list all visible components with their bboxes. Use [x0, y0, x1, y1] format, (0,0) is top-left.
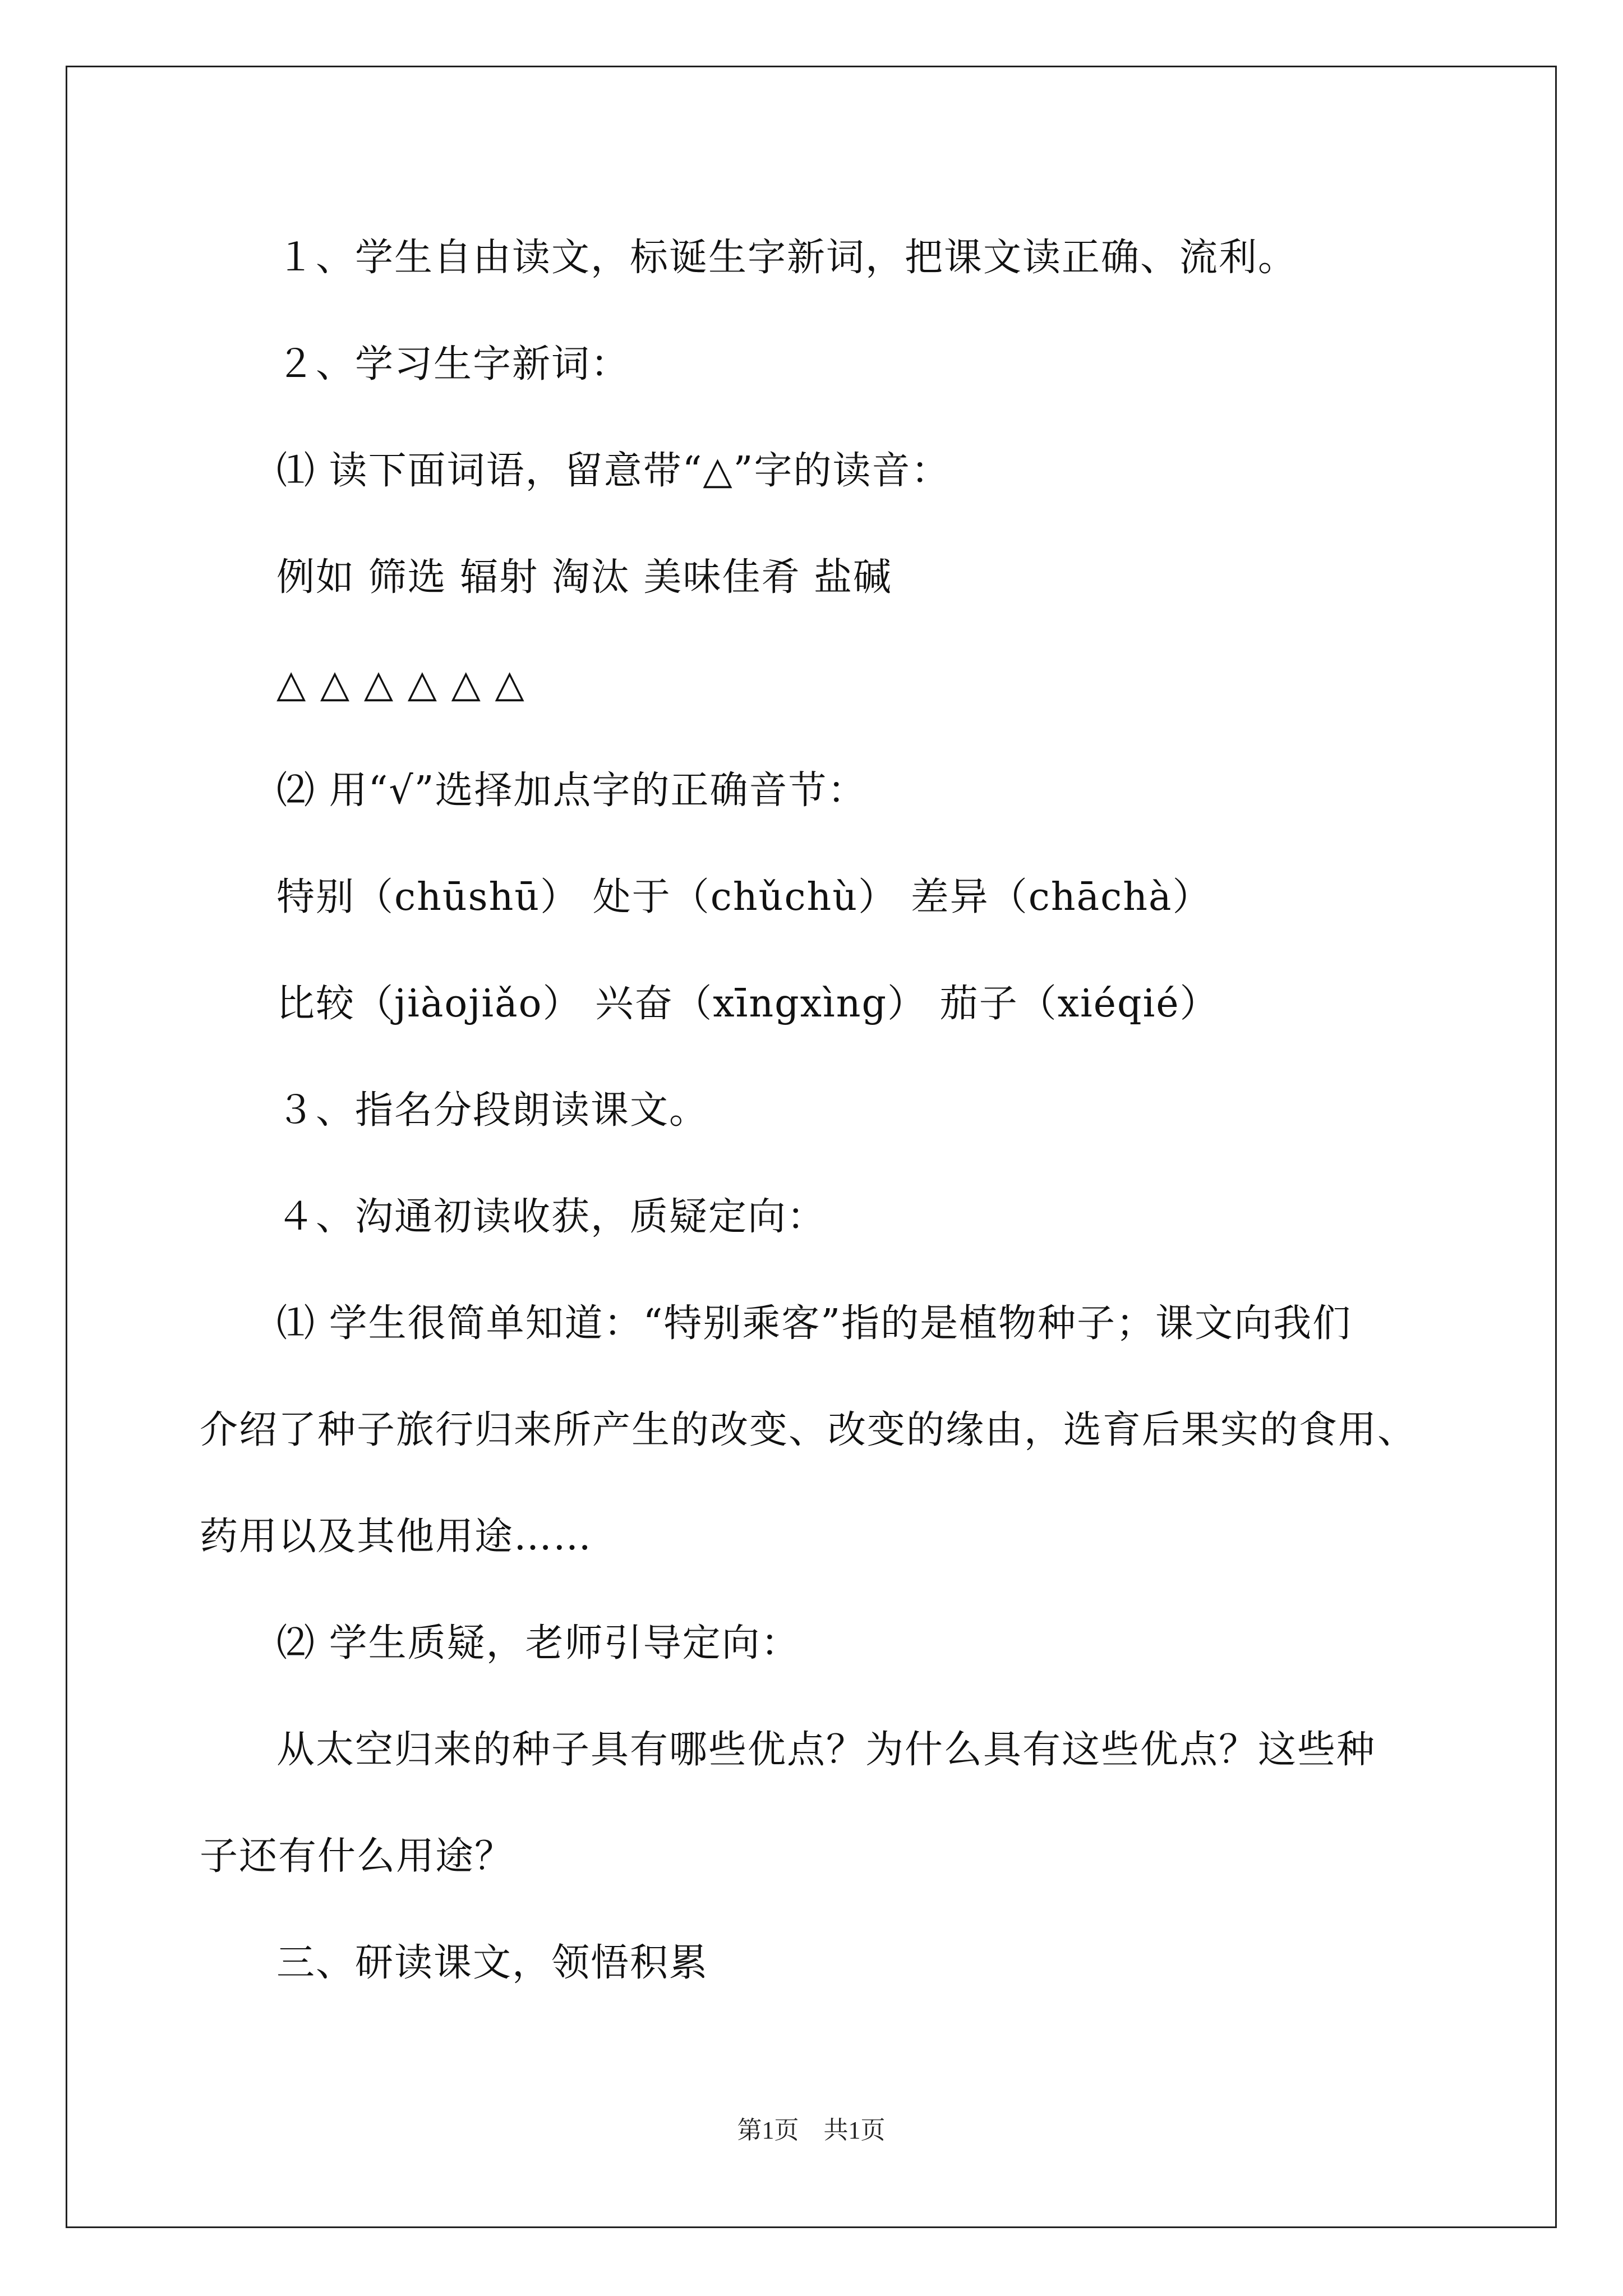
- paragraph-line: △ △ △ △ △ △: [276, 662, 525, 706]
- paragraph-line: 例如 筛选 辐射 淘汰 美味佳肴 盐碱: [276, 555, 893, 600]
- paragraph-line: ⑴ 读下面词语，留意带“△”字的读音：: [276, 449, 951, 493]
- paragraph-line: 三、研读课文，领悟积累: [276, 1941, 709, 1985]
- paragraph-line: 药用以及其他用途……: [200, 1515, 593, 1559]
- paragraph-line: ４、沟通初读收获，质疑定向：: [276, 1195, 827, 1239]
- paragraph-line: 从太空归来的种子具有哪些优点？为什么具有这些优点？这些种: [276, 1728, 1376, 1772]
- paragraph-line: ⑵ 学生质疑，老师引导定向：: [276, 1621, 800, 1665]
- paragraph-line: ⑵ 用“√”选择加点字的正确音节：: [276, 769, 867, 813]
- page-number: 第1页 共1页: [737, 2116, 886, 2144]
- document-body: [67, 67, 1555, 2226]
- paragraph-line: ⑴ 学生很简单知道：“特别乘客”指的是植物种子；课文向我们: [276, 1301, 1352, 1346]
- paragraph-line: 比较（jiàojiǎo） 兴奋（xīngxìng） 茄子（xiéqié）: [276, 982, 1219, 1026]
- paragraph-line: ３、指名分段朗读课文。: [276, 1088, 709, 1133]
- paragraph-line: １、学生自由读文，标诞生字新词，把课文读正确、流利。: [276, 236, 1298, 280]
- paragraph-line: 子还有什么用途？: [200, 1834, 514, 1879]
- page-frame: [66, 66, 1557, 2228]
- paragraph-line: 介绍了种子旅行归来所产生的改变、改变的缘由，选育后果实的食用、: [200, 1408, 1417, 1452]
- paragraph-line: 特别（chūshū） 处于（chǔchù） 差异（chāchà）: [276, 875, 1212, 919]
- paragraph-line: ２、学习生字新词：: [276, 342, 630, 386]
